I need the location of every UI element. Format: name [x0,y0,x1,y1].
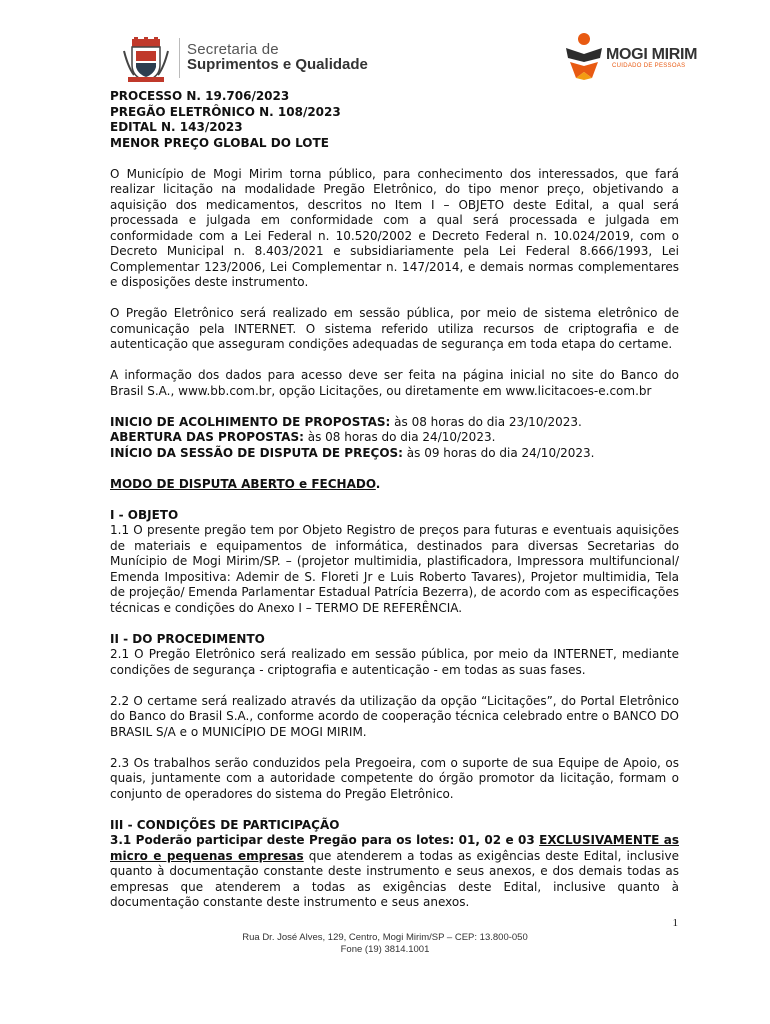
acolhimento-value: às 08 horas do dia 23/10/2023. [390,414,582,429]
intro-paragraph-3: A informação dos dados para acesso deve ser feita na página inicial no site do Banco do Brasil S.A., www.bb.com.br, opção Licitações, ou diretamente em www.licitacoes-e.com.br [110,368,679,398]
disputa-value: às 09 horas do dia 24/10/2023. [402,445,595,460]
header-divider [179,38,180,78]
section-2-paragraph-2: 2.2 O certame será realizado através da utilização da opção “Licitações”, do Portal Eletrônico do Banco do Brasil S.A., conforme acordo de cooperação técnica celebrado entre o BANCO DO BRASIL S/A e o MUNICÍPIO DE MOGI MIRIM. [110,693,679,739]
section-3-title: III - CONDIÇÕES DE PARTICIPAÇÃO [110,817,340,832]
section-1-title: I - OBJETO [110,507,179,522]
mogi-mirim-logo-icon [564,32,604,80]
processo-number: PROCESSO N. 19.706/2023 [110,89,290,103]
abertura-value: às 08 horas do dia 24/10/2023. [303,430,496,444]
document-body [110,89,679,911]
section-3-p1-underlined: EXCLUSIVAMENTE as micro e pequenas empresas [110,833,680,863]
section-3-paragraph-1 [110,833,679,911]
page-number: 1 [672,917,678,929]
modo-disputa [110,477,679,493]
municipal-crest-icon [122,37,170,83]
page-footer [0,932,770,956]
footer-phone: Fone (19) 3814.1001 [340,944,430,955]
section-2-paragraph-3: 2.3 Os trabalhos serão conduzidos pela Pregoeira, com o suporte de sua Equipe de Apoio, os quais, juntamente com a autoridade competente do órgão promotor da licitação, formam o conjunto de operadores do sistema do Pregão Eletrônico. [110,755,679,801]
prefeitura-slogan: CUIDADO DE PESSOAS [612,63,686,69]
schedule-disputa [110,446,679,462]
schedule-acolhimento [110,415,679,431]
disputa-label: INÍCIO DA SESSÃO DE DISPUTA DE PREÇOS: [110,445,403,460]
secretaria-line1: Secretaria de [187,41,279,58]
secretaria-line2: Suprimentos e Qualidade [187,56,368,73]
modo-disputa-dot: . [375,476,381,491]
edital-number: EDITAL N. 143/2023 [110,120,243,134]
section-2-paragraph-1: 2.1 O Pregão Eletrônico será realizado em sessão pública, por meio da INTERNET, mediante condições de segurança - criptografia e autenticação - em todas as suas fases. [110,647,679,677]
modo-disputa-text: MODO DE DISPUTA ABERTO e FECHADO [110,476,376,491]
intro-paragraph-2: O Pregão Eletrônico será realizado em sessão pública, por meio de sistema eletrônico de comunicação pela INTERNET. O sistema referido utiliza recursos de criptografia e de autenticação que asseguram condições adequadas de segurança em toda etapa do certame. [110,306,679,351]
footer-address: Rua Dr. José Alves, 129, Centro, Mogi Mirim/SP – CEP: 13.800-050 [242,932,528,943]
prefeitura-name: MOGI MIRIM [606,46,698,63]
abertura-label: ABERTURA DAS PROPOSTAS: [110,430,304,444]
schedule-abertura [110,430,679,446]
section-2-title: II - DO PROCEDIMENTO [110,631,265,646]
criterio-julgamento: MENOR PREÇO GLOBAL DO LOTE [110,135,329,150]
pregao-number: PREGÃO ELETRÔNICO N. 108/2023 [110,104,341,119]
page-header [0,30,770,86]
intro-paragraph-1: O Município de Mogi Mirim torna público, para conhecimento dos interessados, que fará realizar licitação na modalidade Pregão Eletrônico, do tipo menor preço, objetivando a aquisição dos medicamentos, descritos no Item I – OBJETO deste Edital, a qual será processada e julgada em conformidade com a qual será processada e julgada em conformidade com a Lei Federal n. 10.520/2002 e Decreto Federal n. 10.024/2019, com o Decreto Municipal n. 8.403/2021 e subsidiariamente pela Lei Federal 8.666/1993, Lei Complementar 123/2006, Lei Complementar n. 147/2014, e demais normas complementares e disposições deste instrumento. [110,166,679,289]
section-3-p1-bold: 3.1 Poderão participar deste Pregão para os lotes: 01, 02 e 03 [110,833,540,847]
acolhimento-label: INICIO DE ACOLHIMENTO DE PROPOSTAS: [110,414,391,429]
section-3-p1-rest: que atenderem a todas as exigências deste Edital, inclusive quanto à documentação constante deste instrumento e seus anexos, e dos demais todas as empresas que atenderem a todas as exigências deste Edital, inclusive quanto à documentação constante deste instrumento e seus anexos. [110,848,679,909]
section-1-paragraph-1: 1.1 O presente pregão tem por Objeto Registro de preços para futuras e eventuais aquisições de materiais e equipamentos de informática, destinados para diversas Secretarias do Munícipio de Mogi Mirim/SP. – (projetor multimidia, plastificadora, Impressora multifuncional/ Emenda Impositiva: Ademir de S. Floreti Jr e Luis Roberto Tavares), Projetor multimidia, Tela de projeção/ Emenda Parlamentar Estadual Patrícia Bezerra), de acordo com as especificações técnicas e condições do Anexo I – TERMO DE REFERÊNCIA. [110,523,679,615]
